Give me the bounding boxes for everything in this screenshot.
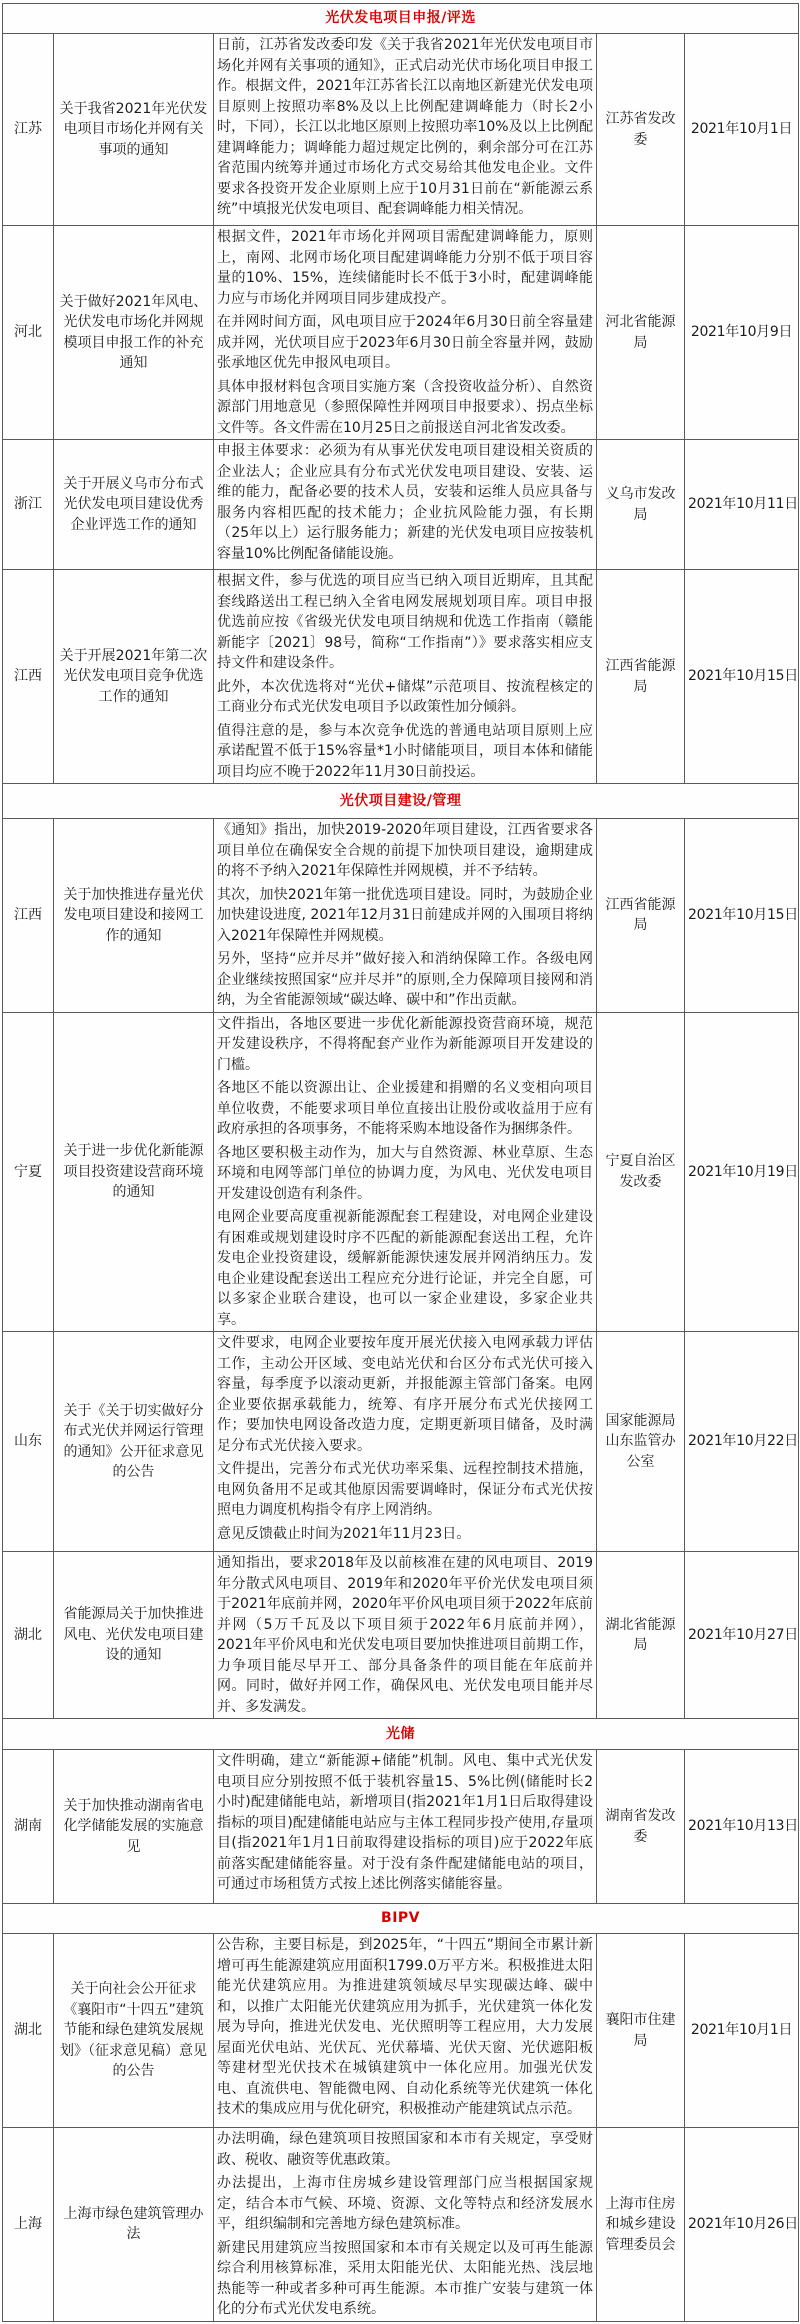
document-title-cell: 关于加快推动湖南省电化学储能发展的实施意见 (54, 1750, 214, 1904)
publish-date-cell: 2021年10月11日 (685, 440, 799, 570)
summary-cell (214, 440, 597, 570)
summary-cell (214, 1012, 597, 1332)
document-title-cell: 关于向社会公开征求《襄阳市“十四五”建筑节能和绿色建筑发展规划》（征求意见稿）意见的公告 (54, 1934, 214, 2128)
province-cell: 江西 (3, 570, 54, 784)
summary-paragraph: 《通知》指出，加快2019-2020年项目建设，江西省要求各项目单位在确保安全合规的前提下加快项目建设，逾期建成的将不予纳入2021年保障性并网规模，并不予结转。 (217, 822, 593, 879)
summary-paragraph: 公告称，主要目标是，到2025年，“十四五”期间全市累计新增可再生能源建筑应用面积1799.0万平方米。积极推进太阳能光伏建筑应用。为推进建筑领域尽早实现碳达峰、碳中和，以推广太阳能光伏建筑应用为抓手，光伏建筑一体化发展为导向，推进光伏发电、光伏照明等工程应用，大力发展屋面光伏电站、光伏瓦、光伏幕墙、光伏天窗、光伏遮阳板等建材型光伏技术在城镇建筑中一体化应用。加强光伏发电、直流供电、智能微电网、自动化系统等光伏建筑一体化技术的集成应用与优化研究，积极推动产能建筑试点示范。 (217, 1937, 593, 2117)
summary-paragraph: 文件指出，各地区要进一步优化新能源投资营商环境，规范开发建设秩序，不得将配套产业作为新能源项目开发建设的门槛。 (217, 1015, 593, 1073)
summary-cell (214, 226, 597, 440)
publish-date-cell: 2021年10月19日 (685, 1012, 799, 1332)
summary-paragraph: 日前，江苏省发改委印发《关于我省2021年光伏发电项目市场化并网有关事项的通知》，正式启动光伏市场化项目申报工作。根据文件，2021年江苏省长江以南地区新建光伏发电项目原则上按照功率8%及以上比例配建调峰能力（时长2小时，下同），长江以北地区原则上按照功率10%及以上比例配建调峰能力；调峰能力超过规定比例的，剩余部分可在江苏省范围内统筹并通过市场化方式交易给其他发电企业。文件要求各投资开发企业原则上应于10月31日前在“新能源云系统”中填报光伏发电项目、配套调峰能力相关情况。 (217, 37, 593, 217)
summary-cell (214, 34, 597, 226)
publish-date-cell: 2021年10月26日 (685, 2128, 799, 2322)
summary-paragraph: 办法明确，绿色建筑项目按照国家和本市有关规定，享受财政、税收、融资等优惠政策。 (217, 2131, 593, 2168)
document-title-cell: 关于进一步优化新能源项目投资建设营商环境的通知 (54, 1012, 214, 1332)
document-title-cell: 关于做好2021年风电、光伏发电市场化并网规模项目申报工作的补充通知 (54, 226, 214, 440)
policy-row (3, 1750, 799, 1904)
publish-date-cell: 2021年10月27日 (685, 1552, 799, 1719)
document-title-cell: 上海市绿色建筑管理办法 (54, 2128, 214, 2322)
document-title-cell: 关于《关于切实做好分布式光伏并网运行管理的通知》公开征求意见的公告 (54, 1332, 214, 1552)
publish-date-cell: 2021年10月9日 (685, 226, 799, 440)
section-header: 光储 (3, 1719, 799, 1750)
section-header-row (3, 1904, 799, 1934)
publish-date-cell: 2021年10月13日 (685, 1750, 799, 1904)
policy-row (3, 2128, 799, 2322)
summary-cell (214, 1934, 597, 2128)
policy-row (3, 570, 799, 784)
summary-paragraph: 根据文件，2021年市场化并网项目需配建调峰能力，原则上，南网、北网市场化项目配建调峰能力分别不低于项目容量的10%、15%，连续储能时长不低于3小时，配建调峰能力应与市场化并网项目同步建成投产。 (217, 229, 593, 307)
section-header-row (3, 1719, 799, 1750)
section-header-row (3, 4, 799, 34)
document-title-cell: 关于开展义乌市分布式光伏发电项目建设优秀企业评选工作的通知 (54, 440, 214, 570)
province-cell: 浙江 (3, 440, 54, 570)
issuing-agency-cell: 宁夏自治区发改委 (597, 1012, 685, 1332)
province-cell: 宁夏 (3, 1012, 54, 1332)
policy-table-body (3, 4, 799, 2322)
summary-paragraph: 意见反馈截止时间为2021年11月23日。 (217, 1525, 471, 1542)
summary-paragraph: 文件明确，建立“新能源+储能”机制。风电、集中式光伏发电项目应分别按照不低于装机容量15、5%比例(储能时长2小时)配建储能电站，新增项目(指2021年1月1日后取得建设指标的项目)配建储能电站应与主体工程同步投产使用,存量项目(指2021年1月1日前取得建设指标的项目)应于2022年底前落实配建储能容量。对于没有条件配建储能电站的项目，可通过市场租赁方式按上述比例落实储能容量。 (217, 1753, 593, 1892)
publish-date-cell: 2021年10月1日 (685, 34, 799, 226)
summary-paragraph: 新建民用建筑应当按照国家和本市有关规定以及可再生能源综合利用核算标准，采用太阳能光伏、太阳能光热、浅层地热能等一种或者多种可再生能源。本市推广安装与建筑一体化的分布式光伏发电系统。 (217, 2239, 593, 2317)
policy-row (3, 1012, 799, 1332)
summary-paragraph: 办法提出，上海市住房城乡建设管理部门应当根据国家规定，结合本市气候、环境、资源、文化等特点和经济发展水平，组织编制和完善地方绿色建筑标准。 (217, 2175, 593, 2232)
section-header: BIPV (3, 1904, 799, 1934)
summary-cell (214, 570, 597, 784)
summary-paragraph: 文件要求，电网企业要按年度开展光伏接入电网承载力评估工作，主动公开区域、变电站光伏和台区分布式光伏可接入容量，每季度予以滚动更新，并报能源主管部门备案。电网企业要依据承载能力，统筹、有序开展分布式光伏接网工作；要加快电网设备改造力度，定期更新项目储备，及时满足分布式光伏接入要求。 (217, 1335, 593, 1454)
section-header-row (3, 784, 799, 819)
issuing-agency-cell: 江西省能源局 (597, 819, 685, 1013)
summary-paragraph: 各地区要积极主动作为，加大与自然资源、林业草原、生态环境和电网等部门单位的协调力度，为风电、光伏发电项目开发建设创造有利条件。 (217, 1144, 593, 1202)
issuing-agency-cell: 义乌市发改局 (597, 440, 685, 570)
section-header: 光伏发电项目申报/评选 (3, 4, 799, 34)
issuing-agency-cell: 江西省能源局 (597, 570, 685, 784)
province-cell: 江苏 (3, 34, 54, 226)
summary-cell (214, 2128, 597, 2322)
issuing-agency-cell: 国家能源局山东监管办公室 (597, 1332, 685, 1552)
policy-table (2, 3, 799, 2322)
policy-row (3, 1552, 799, 1719)
publish-date-cell: 2021年10月22日 (685, 1332, 799, 1552)
summary-cell (214, 1332, 597, 1552)
summary-paragraph: 根据文件，参与优选的项目应当已纳入项目近期库，且其配套线路送出工程已纳入全省电网发展规划项目库。项目申报优选前应按《省级光伏发电项目纳规和优选工作指南（赣能新能字〔2021〕98号，简称“工作指南”）》要求落实相应支持文件和建设条件。 (217, 573, 593, 671)
issuing-agency-cell: 上海市住房和城乡建设管理委员会 (597, 2128, 685, 2322)
province-cell: 湖南 (3, 1750, 54, 1904)
section-header: 光伏项目建设/管理 (3, 784, 799, 819)
province-cell: 江西 (3, 819, 54, 1013)
publish-date-cell: 2021年10月15日 (685, 819, 799, 1013)
summary-cell (214, 819, 597, 1013)
issuing-agency-cell: 湖南省发改委 (597, 1750, 685, 1904)
summary-paragraph: 通知指出，要求2018年及以前核准在建的风电项目、2019年分散式风电项目、2019年和2020年平价光伏发电项目须于2021年底前并网，2020年平价风电项目须于2022年底前并网（5万千瓦及以下项目须于2022年6月底前并网），2021年平价风电和光伏发电项目要加快推进项目前期工作，力争项目能尽早开工、部分具备条件的项目能在年底前并网。同时，做好并网工作，确保风电、光伏发电项目能并尽并、多发满发。 (217, 1555, 593, 1715)
province-cell: 湖北 (3, 1934, 54, 2128)
policy-row (3, 440, 799, 570)
summary-paragraph: 在并网时间方面，风电项目应于2024年6月30日前全容量建成并网，光伏项目应于2023年6月30日前全容量并网，鼓励张承地区优先申报风电项目。 (217, 314, 593, 371)
summary-cell (214, 1750, 597, 1904)
policy-row (3, 819, 799, 1013)
publish-date-cell: 2021年10月1日 (685, 1934, 799, 2128)
summary-paragraph: 另外，坚持“应并尽并”做好接入和消纳保障工作。各级电网企业继续按照国家“应并尽并”的原则,全力保障项目接网和消纳，为全省能源领域“碳达峰、碳中和”作出贡献。 (217, 951, 593, 1008)
summary-paragraph: 具体申报材料包含项目实施方案（含投资收益分析）、自然资源部门用地意见（参照保障性并网项目申报要求）、拐点坐标文件等。各文件需在10月25日之前报送自河北省发改委。 (217, 378, 593, 436)
summary-paragraph: 文件提出，完善分布式光伏功率采集、远程控制技术措施，电网负备用不足或其他原因需要调峰时，保证分布式光伏按照电力调度机构指令有序上网消纳。 (217, 1461, 593, 1518)
province-cell: 湖北 (3, 1552, 54, 1719)
policy-row (3, 226, 799, 440)
issuing-agency-cell: 襄阳市住建局 (597, 1934, 685, 2128)
policy-row (3, 1332, 799, 1552)
issuing-agency-cell: 河北省能源局 (597, 226, 685, 440)
document-title-cell: 省能源局关于加快推进风电、光伏发电项目建设的通知 (54, 1552, 214, 1719)
summary-paragraph: 此外，本次优选将对“光伏+储煤”示范项目、按流程核定的工商业分布式光伏发电项目予以政策性加分倾斜。 (217, 678, 593, 715)
issuing-agency-cell: 江苏省发改委 (597, 34, 685, 226)
province-cell: 上海 (3, 2128, 54, 2322)
policy-row (3, 34, 799, 226)
summary-paragraph: 其次，加快2021年第一批优选项目建设。同时，为鼓励企业加快建设进度, 2021年12月31日前建成并网的入围项目将纳入2021年保障性并网规模。 (217, 886, 593, 944)
province-cell: 山东 (3, 1332, 54, 1552)
policy-row (3, 1934, 799, 2128)
province-cell: 河北 (3, 226, 54, 440)
document-title-cell: 关于我省2021年光伏发电项目市场化并网有关事项的通知 (54, 34, 214, 226)
document-title-cell: 关于开展2021年第二次光伏发电项目竞争优选工作的通知 (54, 570, 214, 784)
summary-paragraph: 电网企业要高度重视新能源配套工程建设，对电网企业建设有困难或规划建设时序不匹配的新能源配套送出工程，允许发电企业投资建设，缓解新能源快速发展并网消纳压力。发电企业建设配套送出工程应充分进行论证，并完全自愿，可以多家企业联合建设，也可以一家企业建设，多家企业共享。 (217, 1209, 593, 1328)
summary-paragraph: 申报主体要求：必须为有从事光伏发电项目建设相关资质的企业法人；企业应具有分布式光伏发电项目建设、安装、运维的能力，配备必要的技术人员，安装和运维人员应具备与服务内容相匹配的技术能力；企业抗风险能力强，有长期（25年以上）运行服务能力；新建的光伏发电项目应按装机容量10%比例配备储能设施。 (217, 443, 593, 562)
publish-date-cell: 2021年10月15日 (685, 570, 799, 784)
summary-cell (214, 1552, 597, 1719)
issuing-agency-cell: 湖北省能源局 (597, 1552, 685, 1719)
summary-paragraph: 值得注意的是，参与本次竞争优选的普通电站项目原则上应承诺配置不低于15%容量*1小时储能项目，项目本体和储能项目均应不晚于2022年11月30日前投运。 (217, 722, 593, 780)
document-title-cell: 关于加快推进存量光伏发电项目建设和接网工作的通知 (54, 819, 214, 1013)
summary-paragraph: 各地区不能以资源出让、企业援建和捐赠的名义变相向项目单位收费，不能要求项目单位直接出让股份或收益用于应有政府承担的各项事务，不能将采购本地设备作为捆绑条件。 (217, 1080, 593, 1137)
